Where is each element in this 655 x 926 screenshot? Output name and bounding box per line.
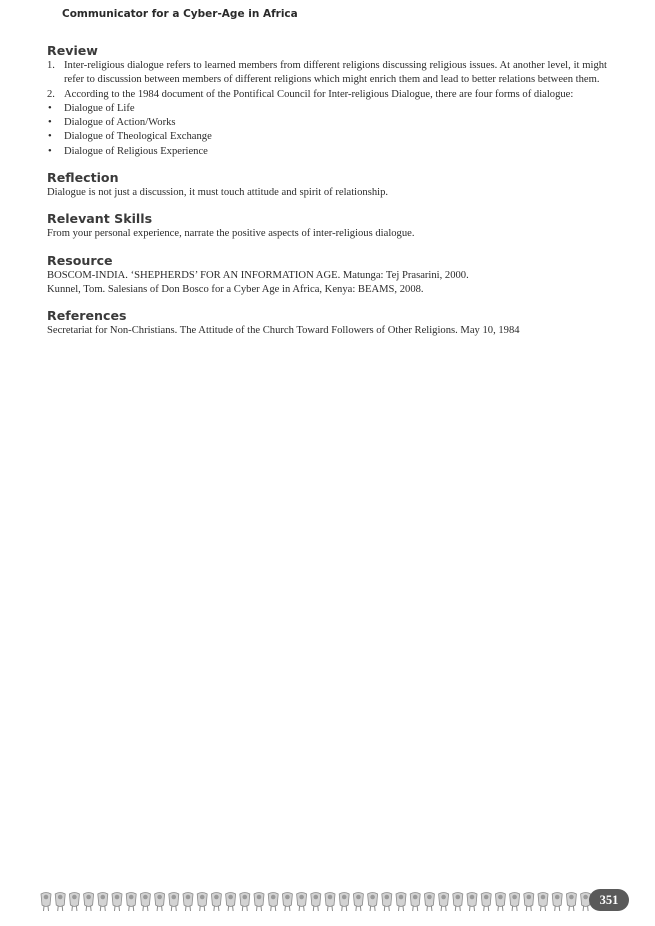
footer-figure-icon xyxy=(481,893,491,912)
page-number: 351 xyxy=(589,889,629,911)
dialogue-form-text: Dialogue of Religious Experience xyxy=(64,145,208,157)
footer-figure-icon xyxy=(211,893,221,912)
footer-figure-strip xyxy=(40,891,596,913)
bullet-icon: • xyxy=(48,145,52,157)
footer-figure-icon xyxy=(566,893,576,912)
page-footer xyxy=(40,889,630,913)
footer-figure-icon xyxy=(467,893,477,912)
footer-figure-icon xyxy=(382,893,392,912)
skills-section xyxy=(47,211,607,241)
dialogue-form-text: Dialogue of Life xyxy=(64,102,135,114)
footer-figure-icon xyxy=(424,893,434,912)
footer-figure-icon xyxy=(126,893,136,912)
footer-figure-icon xyxy=(282,893,292,912)
footer-figure-icon xyxy=(112,893,122,912)
footer-figure-icon xyxy=(368,893,378,912)
references-section xyxy=(47,308,607,338)
footer-figure-icon xyxy=(98,893,108,912)
dialogue-form-text: Dialogue of Theological Exchange xyxy=(64,131,212,143)
footer-figure-icon xyxy=(297,893,307,912)
resource-section xyxy=(47,253,607,298)
review-heading: Review xyxy=(47,43,98,58)
footer-figure-icon xyxy=(169,893,179,912)
footer-figure-icon xyxy=(453,893,463,912)
dialogue-form-item xyxy=(47,130,607,144)
review-item-number: 1. xyxy=(47,60,55,71)
footer-figure-icon xyxy=(197,893,207,912)
footer-figure-icon xyxy=(552,893,562,912)
skills-text: From your personal experience, narrate the positive aspects of inter-religious dialogue. xyxy=(47,228,415,240)
footer-figure-icon xyxy=(140,893,150,912)
dialogue-forms-list xyxy=(47,102,607,159)
dialogue-form-item xyxy=(47,102,607,116)
bullet-icon: • xyxy=(48,117,52,129)
footer-figure-icon xyxy=(510,893,520,912)
footer-figure-icon xyxy=(524,893,534,912)
footer-figure-icon xyxy=(439,893,449,912)
review-item-text: According to the 1984 document of the Pontifical Council for Inter-religious Dialogue, there are four forms of dialogue: xyxy=(64,88,574,100)
footer-figure-icon xyxy=(183,893,193,912)
reflection-text: Dialogue is not just a discussion, it must touch attitude and spirit of relationship. xyxy=(47,187,389,199)
footer-figure-icon xyxy=(495,893,505,912)
bullet-icon: • xyxy=(48,102,52,114)
footer-figure-icon xyxy=(84,893,94,912)
footer-figure-icon xyxy=(538,893,548,912)
review-item-1 xyxy=(47,59,607,88)
footer-figure-icon xyxy=(268,893,278,912)
reflection-heading: Reflection xyxy=(47,170,119,186)
footer-figure-icon xyxy=(254,893,264,912)
footer-figure-icon xyxy=(69,893,79,912)
footer-figure-icon xyxy=(325,893,335,912)
footer-figure-icon xyxy=(41,893,51,912)
review-item-number: 2. xyxy=(47,88,55,100)
dialogue-form-text: Dialogue of Action/Works xyxy=(64,117,176,129)
footer-figure-icon xyxy=(240,893,250,912)
page-content xyxy=(47,43,607,350)
footer-figure-icon xyxy=(155,893,165,912)
footer-figure-icon xyxy=(410,893,420,912)
footer-figure-icon xyxy=(55,893,65,912)
dialogue-form-item xyxy=(47,116,607,130)
review-section xyxy=(47,43,607,159)
running-head: Communicator for a Cyber-Age in Africa xyxy=(62,8,298,20)
review-item-2 xyxy=(47,88,607,102)
review-item-text: Inter-religious dialogue refers to learned members from different religions discussing religious issues. At another level, it might refer to discussion between members of different religions which might enrich them and lead to better relations between them. xyxy=(64,60,607,86)
review-numbered-list xyxy=(47,59,607,102)
resource-line: Kunnel, Tom. Salesians of Don Bosco for a Cyber Age in Africa, Kenya: BEAMS, 2008. xyxy=(47,283,424,295)
footer-figure-icon xyxy=(396,893,406,912)
resource-heading: Resource xyxy=(47,252,113,268)
skills-heading: Relevant Skills xyxy=(47,211,153,227)
references-heading: References xyxy=(47,308,127,324)
references-text: Secretariat for Non-Christians. The Attitude of the Church Toward Followers of Other Religions. May 10, 1984 xyxy=(47,325,520,337)
dialogue-form-item xyxy=(47,145,607,159)
footer-figure-icon xyxy=(353,893,363,912)
footer-figure-icon xyxy=(226,893,236,912)
footer-figure-icon xyxy=(339,893,349,912)
footer-figure-icon xyxy=(311,893,321,912)
bullet-icon: • xyxy=(48,131,52,143)
reflection-section xyxy=(47,170,607,200)
resource-line: BOSCOM-INDIA. ‘SHEPHERDS’ FOR AN INFORMATION AGE. Matunga: Tej Prasarini, 2000. xyxy=(47,269,469,281)
